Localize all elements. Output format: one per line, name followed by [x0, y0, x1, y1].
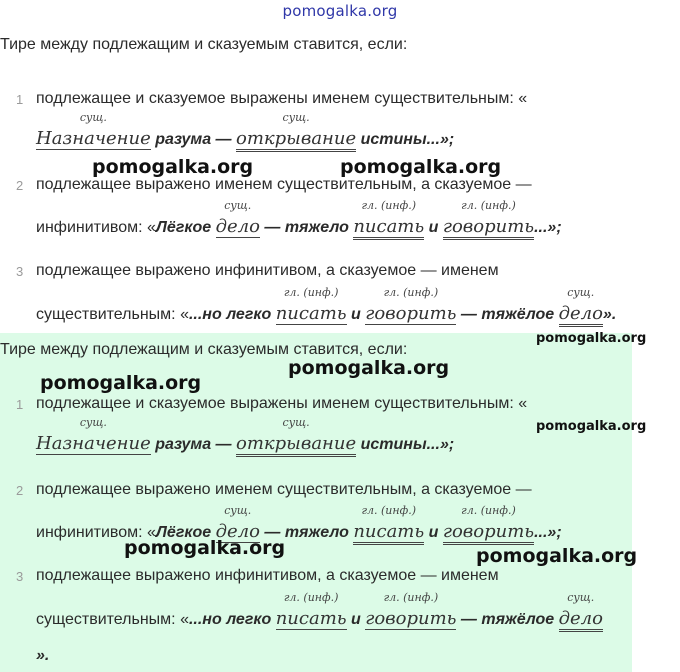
watermark: pomogalka.org: [92, 156, 254, 178]
item-number: 1: [16, 92, 24, 107]
example-word: сущ. дело: [215, 504, 260, 542]
item-number: 3: [16, 264, 24, 279]
example-word: гл. (инф.) писать: [353, 521, 424, 545]
example-word: гл. (инф.) писать: [353, 216, 424, 240]
example-word: сущ. открывание: [236, 128, 356, 152]
item-text: подлежащее и сказуемое выражены именем существительным: «: [36, 90, 528, 107]
item-text: подлежащее выражено именем существительным, а сказуемое —: [36, 176, 532, 193]
example-word: гл. (инф.) говорить: [365, 591, 457, 629]
watermark: pomogalka.org: [124, 537, 286, 559]
example-word: гл. (инф.) писать: [275, 286, 347, 324]
item-example: инфинитивом: «Лёгкое сущ. дело — тяжело гл. (инф.) писать и гл. (инф.) говорить...»;: [36, 216, 562, 240]
item-number: 2: [16, 178, 24, 193]
example-word: сущ. Назначение: [36, 416, 151, 454]
watermark: pomogalka.org: [536, 419, 647, 434]
watermark: pomogalka.org: [536, 331, 647, 346]
rule-block-1: [0, 28, 632, 333]
item-example: существительным: «...но легко гл. (инф.) писать и гл. (инф.) говорить — тяжёлое сущ. дело: [36, 608, 603, 632]
item-example-end: ».: [36, 647, 50, 664]
watermark: pomogalka.org: [476, 545, 638, 567]
item-number: 3: [16, 569, 24, 584]
item-example: инфинитивом: «Лёгкое сущ. дело — тяжело гл. (инф.) писать и гл. (инф.) говорить...»;: [36, 521, 562, 545]
item-number: 2: [16, 483, 24, 498]
example-word: сущ. дело: [559, 303, 603, 327]
item-example: сущ. Назначение разума — сущ. открывание истины...»;: [36, 433, 454, 457]
watermark: pomogalka.org: [40, 372, 202, 394]
site-top-watermark: pomogalka.org: [282, 2, 398, 20]
block-lead: Тире между подлежащим и сказуемым ставится, если:: [0, 341, 408, 358]
example-word: сущ. Назначение: [36, 111, 151, 149]
example-word: гл. (инф.) писать: [275, 591, 347, 629]
watermark: pomogalka.org: [340, 156, 502, 178]
watermark: pomogalka.org: [288, 357, 450, 379]
item-example: сущ. Назначение разума — сущ. открывание истины...»;: [36, 128, 454, 152]
item-example: существительным: «...но легко гл. (инф.) писать и гл. (инф.) говорить — тяжёлое сущ. дело».: [36, 303, 616, 327]
item-text: подлежащее выражено инфинитивом, а сказуемое — именем: [36, 262, 499, 279]
example-word: гл. (инф.) говорить: [443, 521, 534, 545]
example-word: гл. (инф.) говорить: [365, 286, 457, 324]
item-text: подлежащее выражено именем существительным, а сказуемое —: [36, 481, 532, 498]
example-word: гл. (инф.) говорить: [443, 216, 534, 240]
item-text: подлежащее и сказуемое выражены именем существительным: «: [36, 395, 528, 412]
item-text: подлежащее выражено инфинитивом, а сказуемое — именем: [36, 567, 499, 584]
item-number: 1: [16, 397, 24, 412]
example-word: сущ. открывание: [236, 433, 356, 457]
block-lead: Тире между подлежащим и сказуемым ставится, если:: [0, 36, 408, 53]
example-word: сущ. дело: [215, 199, 260, 237]
example-word: сущ. дело: [559, 608, 603, 632]
